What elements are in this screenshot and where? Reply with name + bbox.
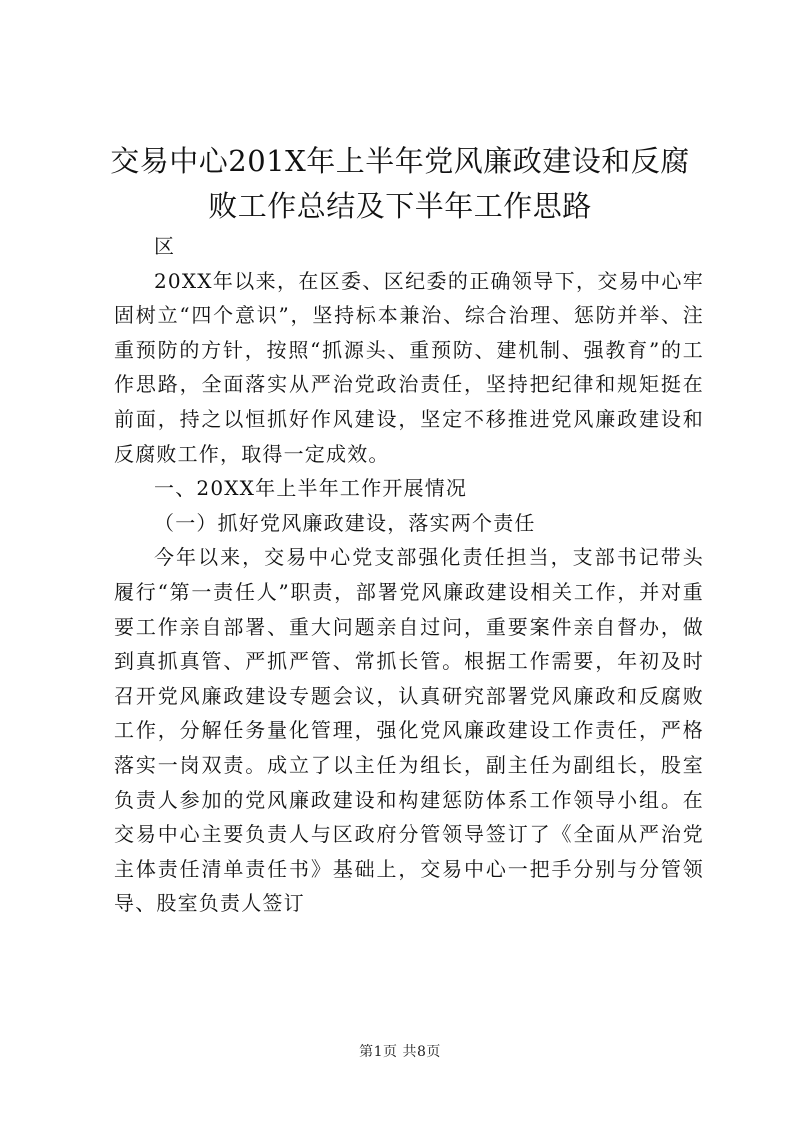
document-title-line-1: 交易中心201X年上半年党风廉政建设和反腐 <box>110 144 690 178</box>
section-heading: 一、20XX年上半年工作开展情况 <box>154 476 468 501</box>
subsection-heading: （一）抓好党风廉政建设，落实两个责任 <box>154 510 536 535</box>
document-body <box>114 229 704 921</box>
paragraph-intro: 20XX年以来，在区委、区纪委的正确领导下，交易中心牢固树立“四个意识”，坚持标本兼治、综合治理、惩防并举、注重预防的方针，按照“抓源头、重预防、建机制、强教育”的工作思路，全面落实从严治党政治责任，坚持把纪律和规矩挺在前面，持之以恒抓好作风建设，坚定不移推进党风廉政建设和反腐败工作，取得一定成效。 <box>114 268 704 466</box>
paragraph-salutation: 区 <box>154 234 176 258</box>
paragraph-body: 今年以来，交易中心党支部强化责任担当，支部书记带头履行“第一责任人”职责，部署党风廉政建设相关工作，并对重要工作亲自部署、重大问题亲自过问，重要案件亲自督办，做到真抓真管、严抓严管、常抓长管。根据工作需要，年初及时召开党风廉政建设专题会议，认真研究部署党风廉政和反腐败工作，分解任务量化管理，强化党风廉政建设工作责任，严格落实一岗双责。成立了以主任为组长，副主任为副组长，股室负责人参加的党风廉政建设和构建惩防体系工作领导小组。在交易中心主要负责人与区政府分管领导签订了《全面从严治党主体责任清单责任书》基础上，交易中心一把手分别与分管领导、股室负责人签订 <box>114 545 704 916</box>
page-number-footer: 第1页 共8页 <box>359 1044 441 1060</box>
document-title-line-2: 败工作总结及下半年工作思路 <box>208 189 592 223</box>
